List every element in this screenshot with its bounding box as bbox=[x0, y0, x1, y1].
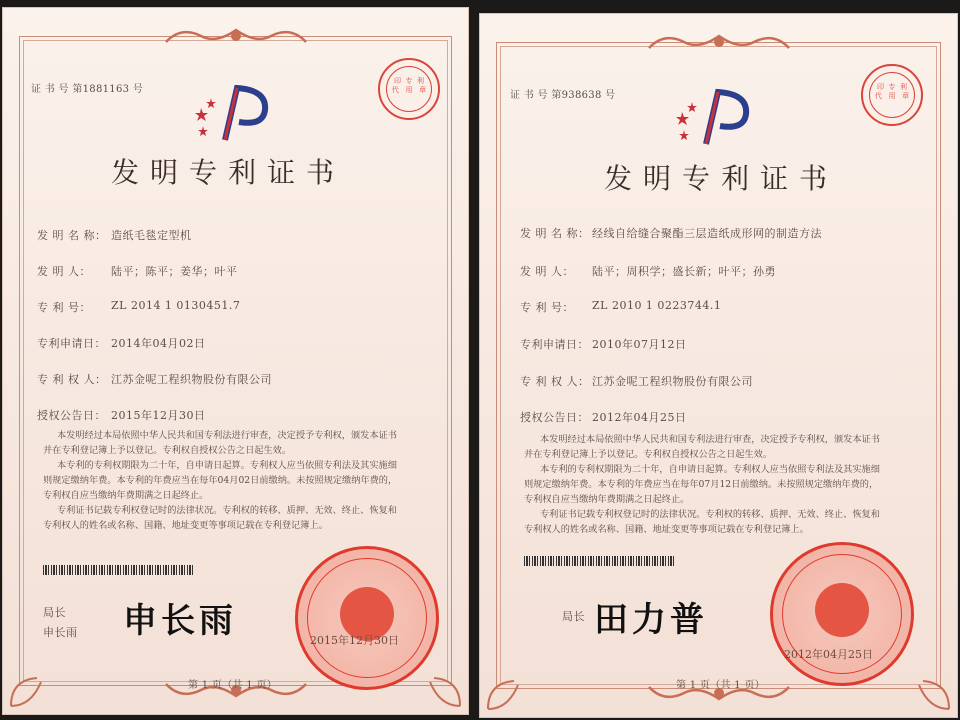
field-value-invention-name: 造纸毛毯定型机 bbox=[111, 229, 192, 242]
field-value-patentee: 江苏金呢工程织物股份有限公司 bbox=[111, 373, 272, 386]
patent-office-logo bbox=[195, 82, 275, 142]
director-name: 申长雨 bbox=[43, 626, 78, 639]
field-label-invention-name: 发 明 名 称： bbox=[37, 229, 107, 242]
field-value-patentee: 江苏金呢工程织物股份有限公司 bbox=[592, 375, 753, 388]
field-label-grant-date: 授权公告日： bbox=[37, 409, 106, 422]
body-line-4: 则规定缴纳年费。本专利的年费应当在每年07月12日前缴纳。未按照规定缴纳年费的， bbox=[524, 479, 879, 490]
top-ornament bbox=[161, 22, 311, 50]
field-label-inventors: 发 明 人： bbox=[37, 265, 91, 278]
body-line-3: 本专利的专利权期限为二十年，自申请日起算。专利权人应当依照专利法及其实施细 bbox=[57, 460, 397, 471]
field-value-inventors: 陆平；周积学；盛长新；叶平；孙勇 bbox=[592, 265, 776, 278]
field-value-application-date: 2014年04月02日 bbox=[111, 337, 206, 350]
body-line-3: 本专利的专利权期限为二十年，自申请日起算。专利权人应当依照专利法及其实施细 bbox=[540, 464, 880, 475]
field-label-application-date: 专利申请日： bbox=[520, 338, 589, 351]
body-line-6: 专利证书记载专利权登记时的法律状况。专利权的转移、质押、无效、终止、恢复和 bbox=[57, 505, 397, 516]
small-seal-text: 印 专 利 代 用 章 bbox=[391, 77, 427, 94]
field-label-patentee: 专 利 权 人： bbox=[520, 375, 590, 388]
body-line-2: 并在专利登记簿上予以登记。专利权自授权公告之日起生效。 bbox=[43, 445, 292, 456]
field-label-patent-number: 专 利 号： bbox=[37, 301, 91, 314]
field-label-patent-number: 专 利 号： bbox=[520, 301, 574, 314]
certificate-number: 证 书 号 第1881163 号 bbox=[31, 84, 144, 95]
page-number: 第 1 页（共 1 页） bbox=[188, 680, 278, 691]
field-value-inventors: 陆平；陈平；姜华；叶平 bbox=[111, 265, 238, 278]
corner-ornament-br bbox=[913, 673, 953, 713]
field-value-application-date: 2010年07月12日 bbox=[592, 338, 687, 351]
field-value-patent-number: ZL 2010 1 0223744.1 bbox=[592, 299, 722, 312]
official-seal bbox=[770, 542, 914, 686]
field-value-patent-number: ZL 2014 1 0130451.7 bbox=[111, 299, 241, 312]
top-ornament bbox=[644, 28, 794, 56]
certificate-title: 发明专利证书 bbox=[111, 156, 346, 189]
field-value-grant-date: 2012年04月25日 bbox=[592, 411, 687, 424]
national-emblem-icon bbox=[815, 583, 869, 637]
field-label-patentee: 专 利 权 人： bbox=[37, 373, 107, 386]
body-line-1: 本发明经过本局依照中华人民共和国专利法进行审查，决定授予专利权，颁发本证书 bbox=[540, 434, 880, 445]
field-label-grant-date: 授权公告日： bbox=[520, 411, 589, 424]
certificate-title: 发明专利证书 bbox=[604, 162, 839, 195]
field-label-invention-name: 发 明 名 称： bbox=[520, 227, 590, 240]
page-number: 第 1 页（共 1 页） bbox=[676, 680, 766, 691]
certificate-right bbox=[480, 14, 957, 717]
corner-ornament-bl bbox=[484, 673, 524, 713]
corner-ornament-br bbox=[424, 670, 464, 710]
director-signature: 申长雨 bbox=[123, 601, 237, 641]
body-line-7: 专利权人的姓名或名称、国籍、地址变更等事项记载在专利登记簿上。 bbox=[524, 524, 809, 535]
body-line-4: 则规定缴纳年费。本专利的年费应当在每年04月02日前缴纳。未按照规定缴纳年费的， bbox=[43, 475, 398, 486]
certificate-left bbox=[3, 8, 468, 714]
patent-office-logo bbox=[676, 86, 756, 146]
small-seal bbox=[861, 64, 923, 126]
field-value-invention-name: 经线自给缝合聚酯三层造纸成形网的制造方法 bbox=[592, 227, 822, 240]
field-label-inventors: 发 明 人： bbox=[520, 265, 574, 278]
corner-ornament-bl bbox=[7, 670, 47, 710]
body-line-7: 专利权人的姓名或名称、国籍、地址变更等事项记载在专利登记簿上。 bbox=[43, 520, 328, 531]
body-line-2: 并在专利登记簿上予以登记。专利权自授权公告之日起生效。 bbox=[524, 449, 773, 460]
body-line-1: 本发明经过本局依照中华人民共和国专利法进行审查，决定授予专利权，颁发本证书 bbox=[57, 430, 397, 441]
field-label-application-date: 专利申请日： bbox=[37, 337, 106, 350]
director-title: 局长 bbox=[562, 610, 585, 623]
barcode bbox=[43, 565, 193, 575]
small-seal-text: 印 专 利 代 用 章 bbox=[874, 83, 910, 100]
certificate-number: 证 书 号 第938638 号 bbox=[510, 90, 616, 101]
small-seal bbox=[378, 58, 440, 120]
body-line-6: 专利证书记载专利权登记时的法律状况。专利权的转移、质押、无效、终止、恢复和 bbox=[540, 509, 880, 520]
director-signature: 田力普 bbox=[594, 600, 708, 640]
body-line-5: 专利权自应当缴纳年费期满之日起终止。 bbox=[43, 490, 209, 501]
seal-date: 2015年12月30日 bbox=[310, 634, 399, 647]
director-title: 局长 bbox=[43, 606, 66, 619]
seal-date: 2012年04月25日 bbox=[784, 648, 873, 661]
barcode bbox=[524, 556, 674, 566]
body-line-5: 专利权自应当缴纳年费期满之日起终止。 bbox=[524, 494, 690, 505]
official-seal bbox=[295, 546, 439, 690]
field-value-grant-date: 2015年12月30日 bbox=[111, 409, 206, 422]
